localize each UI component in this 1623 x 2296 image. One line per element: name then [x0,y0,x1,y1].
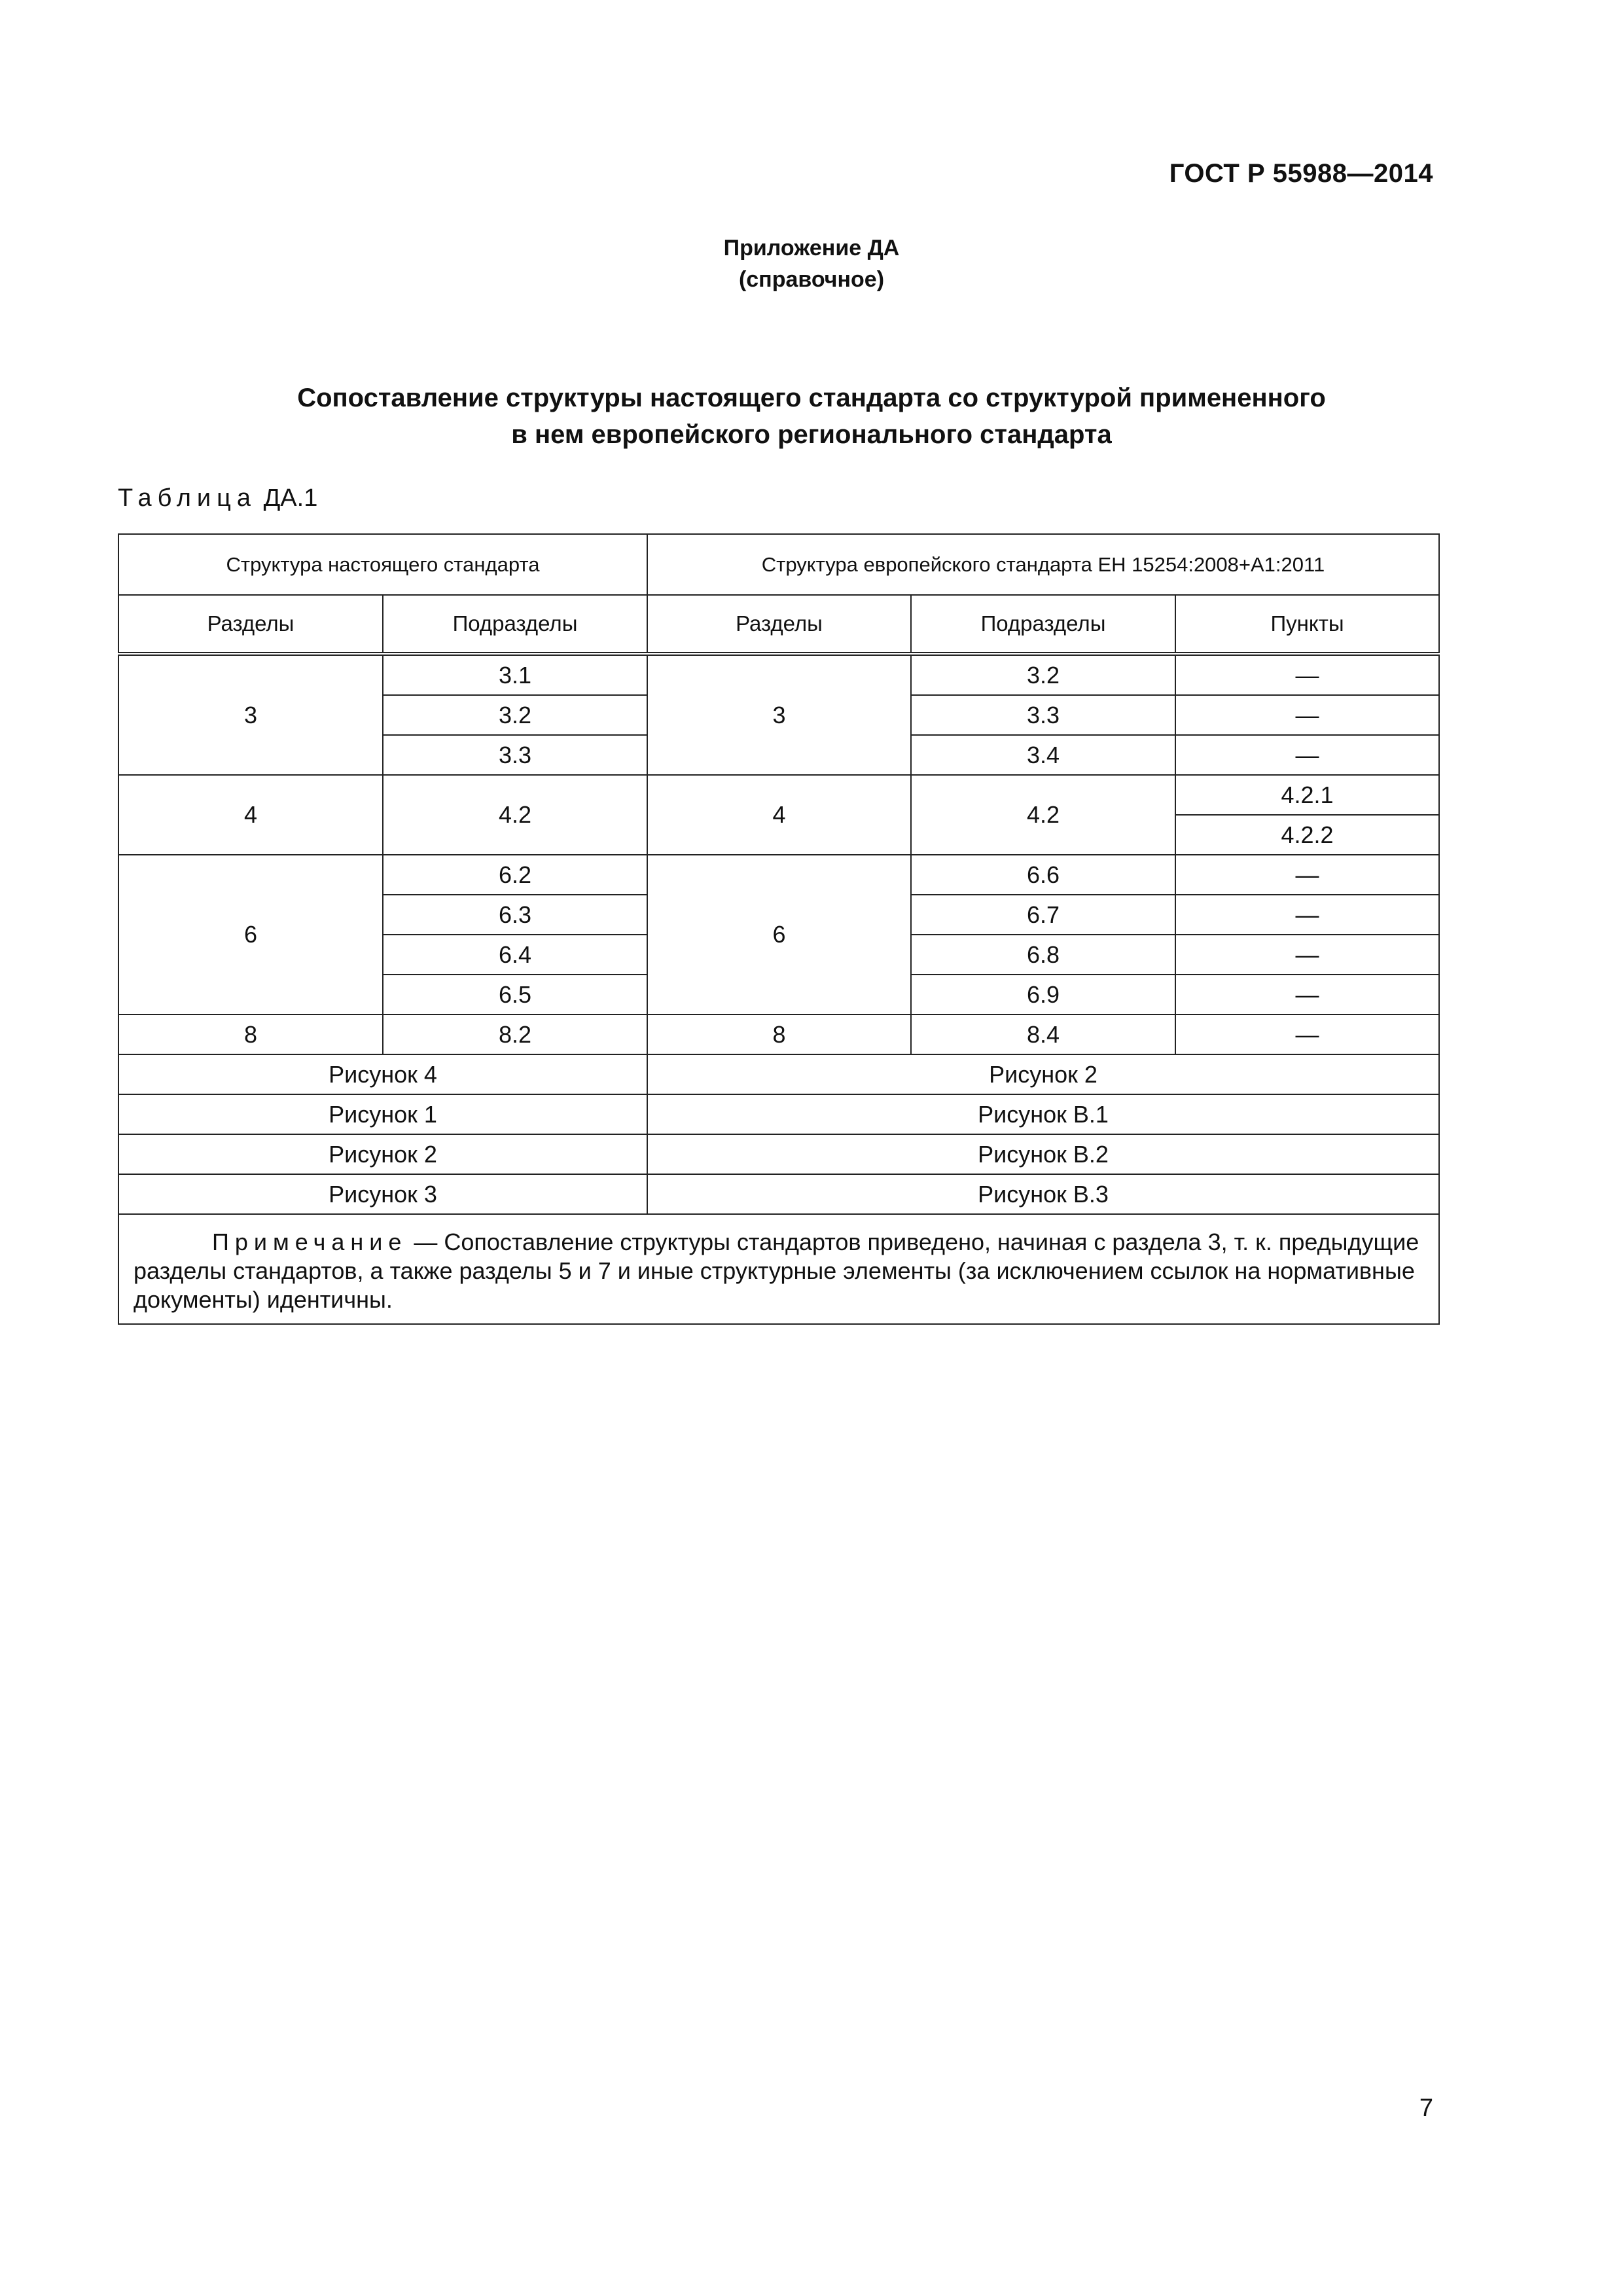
document-code: ГОСТ Р 55988—2014 [1169,159,1433,188]
table-subheader-row [118,595,1439,654]
cell-eu-subsection: 3.3 [911,695,1175,735]
main-title [0,380,1623,453]
cell-eu-section: 8 [647,1014,911,1054]
table-row [118,654,1439,695]
header-eu-clauses: Пункты [1175,595,1439,654]
header-this-standard: Структура настоящего стандарта [118,534,647,595]
table-header-row [118,534,1439,595]
cell-eu-clause: — [1175,935,1439,975]
cell-eu-subsection: 6.7 [911,895,1175,935]
header-eu-subsections: Подразделы [911,595,1175,654]
table-note [118,1214,1439,1324]
header-european-standard: Структура европейского стандарта ЕН 15254:2008+А1:2011 [647,534,1439,595]
figure-row [118,1134,1439,1174]
cell-eu-figure: Рисунок В.1 [647,1094,1439,1134]
cell-this-section: 4 [118,775,383,855]
figure-row [118,1054,1439,1094]
cell-eu-clause: — [1175,695,1439,735]
table-label [118,484,317,512]
cell-this-subsection: 4.2 [383,775,647,855]
cell-eu-section: 3 [647,654,911,775]
cell-eu-section: 4 [647,775,911,855]
cell-eu-subsection: 8.4 [911,1014,1175,1054]
cell-eu-figure: Рисунок 2 [647,1054,1439,1094]
cell-eu-clause: — [1175,654,1439,695]
cell-eu-figure: Рисунок В.3 [647,1174,1439,1214]
cell-eu-figure: Рисунок В.2 [647,1134,1439,1174]
table-row [118,1014,1439,1054]
header-eu-sections: Разделы [647,595,911,654]
cell-eu-subsection: 3.4 [911,735,1175,775]
cell-eu-subsection: 3.2 [911,654,1175,695]
cell-eu-subsection: 6.9 [911,975,1175,1014]
cell-eu-subsection: 4.2 [911,775,1175,855]
note-row [118,1214,1439,1324]
cell-this-figure: Рисунок 4 [118,1054,647,1094]
cell-eu-clause: — [1175,1014,1439,1054]
annex-title: Приложение ДА [723,236,900,260]
cell-this-figure: Рисунок 1 [118,1094,647,1134]
cell-this-subsection: 3.1 [383,654,647,695]
header-this-sections: Разделы [118,595,383,654]
cell-eu-subsection: 6.6 [911,855,1175,895]
header-this-subsections: Подразделы [383,595,647,654]
cell-this-section: 3 [118,654,383,775]
main-title-line-1: Сопоставление структуры настоящего стандарта со структурой примененного [297,384,1326,412]
annex-type: (справочное) [738,267,885,292]
cell-eu-subsection: 6.8 [911,935,1175,975]
note-text: — Сопоставление структуры стандартов приведено, начиная с раздела 3, т. к. предыдущие разделы стандартов, а также разделы 5 и 7 и иные структурные элементы (за исключением ссылок на нормативные документы) идентичны. [134,1229,1419,1313]
cell-this-subsection: 6.5 [383,975,647,1014]
cell-this-section: 6 [118,855,383,1014]
cell-this-section: 8 [118,1014,383,1054]
cell-eu-clause: — [1175,735,1439,775]
cell-this-subsection: 6.2 [383,855,647,895]
comparison-table [118,533,1440,1325]
cell-this-subsection: 8.2 [383,1014,647,1054]
table-label-number: ДА.1 [263,484,318,512]
cell-this-figure: Рисунок 2 [118,1134,647,1174]
table-label-prefix: Таблица [118,484,257,512]
cell-this-subsection: 3.2 [383,695,647,735]
cell-this-figure: Рисунок 3 [118,1174,647,1214]
note-prefix: Примечание [212,1229,408,1255]
figure-row [118,1094,1439,1134]
page-number: 7 [1419,2094,1433,2122]
cell-eu-clause: — [1175,855,1439,895]
cell-this-subsection: 6.3 [383,895,647,935]
table-row [118,775,1439,815]
cell-this-subsection: 6.4 [383,935,647,975]
main-title-line-2: в нем европейского регионального стандарта [511,420,1112,449]
cell-this-subsection: 3.3 [383,735,647,775]
cell-eu-clause: 4.2.2 [1175,815,1439,855]
cell-eu-clause: — [1175,895,1439,935]
cell-eu-clause: 4.2.1 [1175,775,1439,815]
figure-row [118,1174,1439,1214]
table-row [118,855,1439,895]
cell-eu-clause: — [1175,975,1439,1014]
cell-eu-section: 6 [647,855,911,1014]
